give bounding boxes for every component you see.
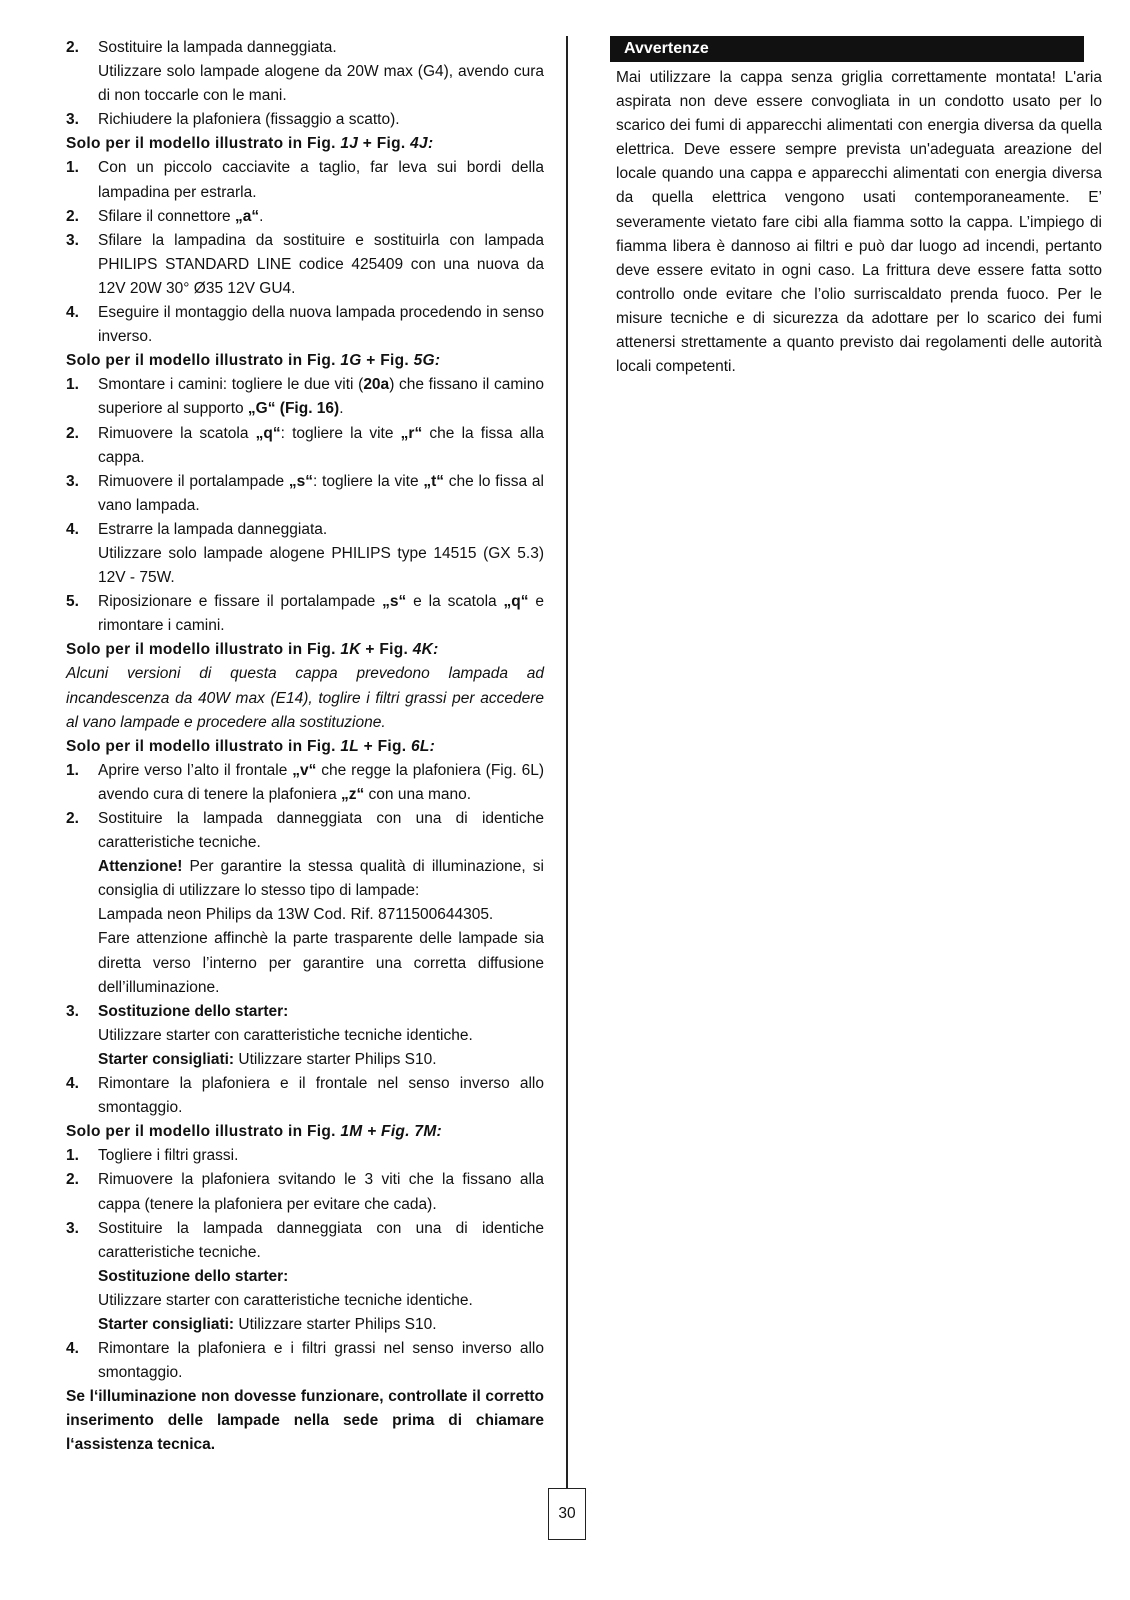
bold-text: „s“ (288, 472, 313, 490)
text: . (259, 207, 264, 225)
item-text (98, 470, 544, 518)
list-item (66, 373, 544, 421)
bold-text: „q“ (255, 424, 281, 442)
list-item (66, 156, 544, 204)
heading-text: Solo per il modello illustrato in Fig. (66, 1123, 341, 1141)
heading-fig: 1J (340, 135, 359, 153)
item-continuation: Lampada neon Philips da 13W Cod. Rif. 8711500644305. (98, 906, 494, 924)
section-heading-1m (66, 1120, 544, 1144)
item-continuation (66, 1048, 544, 1072)
item-number: 1. (66, 376, 79, 394)
item-number: 4. (66, 304, 79, 322)
section-heading-1g (66, 349, 544, 373)
item-text: Eseguire il montaggio della nuova lampada procedendo in senso inverso. (98, 304, 544, 346)
column-divider (566, 36, 568, 1512)
item-number: 4. (66, 1075, 79, 1093)
heading-text: Solo per il modello illustrato in Fig. (66, 641, 341, 659)
text: ) che fissano il camino superiore al supporto (98, 376, 544, 418)
item-text: Rimontare la plafoniera e il frontale nel senso inverso allo smontaggio. (98, 1075, 544, 1117)
list-item (66, 807, 544, 855)
list-item (66, 1072, 544, 1120)
item-continuation: Utilizzare starter con caratteristiche tecniche identiche. (98, 1291, 473, 1309)
left-column (66, 36, 544, 1458)
section-heading-1k (66, 638, 544, 662)
list-item (66, 470, 544, 518)
heading-fig: 1K (340, 641, 361, 659)
item-text: Sostituzione dello starter: (98, 1002, 289, 1020)
item-text: Richiudere la plafoniera (fissaggio a scatto). (98, 111, 400, 129)
heading-text: Solo per il modello illustrato in Fig. (66, 135, 341, 153)
item-text (98, 373, 544, 421)
text: Utilizzare starter Philips S10. (234, 1315, 437, 1333)
item-text (98, 590, 544, 638)
bold-text: „z“ (341, 785, 365, 803)
item-continuation: Utilizzare solo lampade alogene PHILIPS type 14515 (GX 5.3) 12V - 75W. (98, 544, 544, 587)
bold-text: Attenzione! (98, 858, 183, 876)
page-number: 30 (548, 1488, 586, 1540)
item-text: Estrarre la lampada danneggiata. (98, 520, 328, 538)
bold-text: „t“ (423, 472, 444, 490)
heading-text: + Fig. (360, 641, 413, 659)
list-item (66, 301, 544, 349)
item-number: 1. (66, 159, 79, 177)
text: Rimuovere la scatola (98, 424, 256, 442)
text: che la fissa alla cappa. (98, 424, 544, 466)
text: che regge la plafoniera (Fig. 6L) avendo cura di tenere la plafoniera (98, 761, 544, 803)
item-number: 5. (66, 593, 79, 611)
heading-fig: 1G (340, 352, 362, 370)
item-text (98, 205, 544, 229)
list-item (66, 590, 544, 638)
heading-fig: 1M + Fig. 7M: (340, 1123, 443, 1141)
heading-text: + Fig. (359, 737, 411, 755)
heading-fig: 4K: (412, 641, 439, 659)
item-number: 4. (66, 1340, 79, 1358)
text: e rimontare i camini. (98, 593, 544, 635)
item-number: 3. (66, 1002, 79, 1020)
item-text: Togliere i filtri grassi. (98, 1147, 239, 1165)
item-continuation: Fare attenzione affinchè la parte trasparente delle lampade sia diretta verso l’interno per garantire una corretta diffusione dell’illuminazione. (98, 930, 544, 996)
list-item (66, 422, 544, 470)
list-item (66, 518, 544, 542)
item-number: 3. (66, 472, 79, 490)
item-number: 3. (66, 1219, 79, 1237)
item-text (98, 422, 544, 470)
heading-fig: 6L: (410, 737, 436, 755)
item-text: Sfilare la lampadina da sostituire e sostituirla con lampada PHILIPS STANDARD LINE codice 425409 con una nuova da 12V 20W 30° Ø35 12V GU4. (98, 231, 544, 297)
list-item (66, 1144, 544, 1168)
bold-text: „r“ (400, 424, 423, 442)
item-number: 2. (66, 810, 79, 827)
list-item (66, 1337, 544, 1385)
item-continuation: Utilizzare solo lampade alogene da 20W max (G4), avendo cura di non toccarle con le mani. (98, 63, 544, 105)
item-number: 4. (66, 520, 79, 538)
text: : togliere la vite (280, 424, 401, 442)
section-heading-1l (66, 735, 544, 759)
item-number: 1. (66, 761, 79, 779)
bold-text: Starter consigliati: (98, 1050, 235, 1068)
item-number: 1. (66, 1147, 79, 1165)
list-item (66, 229, 544, 301)
item-text: Sostituire la lampada danneggiata con una di identiche caratteristiche tecniche. (98, 1219, 544, 1261)
text: Per garantire la stessa qualità di illuminazione, si consiglia di utilizzare lo stesso tipo di lampade: (98, 858, 544, 900)
list-item (66, 36, 544, 60)
heading-fig: 1L (340, 737, 360, 755)
list-item (66, 1168, 544, 1216)
bold-text: 20a (363, 376, 390, 394)
item-number: 3. (66, 231, 79, 249)
text: con una mano. (364, 785, 472, 803)
warnings-body: Mai utilizzare la cappa senza griglia correttamente montata! L'aria aspirata non deve essere convogliata in un condotto usato per lo scarico dei fumi di apparecchi alimentati con energia diversa da quella elettrica. Deve essere sempre prevista un'adeguata areazione del locale quando una cappa e apparecchi alimentati con energia diversa da quella elettrica vengono usati contemporaneamente. E’ severamente vietato fare cibi alla fiamma sotto la cappa. L’impiego di fiamma libera è dannoso ai filtri e può dar luogo ad incendi, pertanto deve essere evitato in ogni caso. La frittura deve essere fatta sotto controllo onde evitare che l’olio surriscaldato prenda fuoco. Per le misure tecniche e di sicurezza da adottare per lo scarico dei fumi attenersi strettamente a quanto previsto dai regolamenti delle autorità locali competenti. (616, 69, 1102, 376)
text: e la scatola (406, 593, 504, 611)
item-text: Rimontare la plafoniera e i filtri grassi nel senso inverso allo smontaggio. (98, 1340, 544, 1382)
item-text (98, 759, 544, 807)
text: Smontare i camini: togliere le due viti ( (98, 376, 364, 394)
text: Utilizzare starter Philips S10. (234, 1050, 437, 1068)
bold-text: Starter consigliati: (98, 1315, 235, 1333)
text: Sfilare il connettore (98, 207, 235, 225)
item-number: 2. (66, 424, 79, 442)
item-text: Rimuovere la plafoniera svitando le 3 viti che la fissano alla cappa (tenere la plafoniera per evitare che cada). (98, 1171, 544, 1213)
item-text: Con un piccolo cacciavite a taglio, far leva sui bordi della lampadina per estrarla. (98, 159, 544, 201)
attention-note (66, 855, 544, 903)
item-continuation: Utilizzare starter con caratteristiche tecniche identiche. (98, 1026, 473, 1044)
list-item (66, 205, 544, 229)
text: . (339, 400, 344, 418)
item-continuation (66, 1313, 544, 1337)
heading-fig: 4J: (410, 135, 434, 153)
item-number: 2. (66, 39, 79, 56)
list-item (66, 1000, 544, 1024)
item-number: 2. (66, 207, 79, 225)
list-item (66, 108, 544, 132)
text: Rimuovere il portalampade (98, 472, 289, 490)
heading-fig: 5G: (413, 352, 441, 370)
bold-text: „G“ (Fig. 16) (247, 400, 340, 418)
bold-text: „v“ (292, 761, 317, 779)
bold-text: „s“ (382, 593, 407, 611)
bold-text: „q“ (503, 593, 529, 611)
heading-text: Solo per il modello illustrato in Fig. (66, 737, 341, 755)
item-text: Sostituire la lampada danneggiata con una di identiche caratteristiche tecniche. (98, 810, 544, 852)
item-number: 2. (66, 1171, 79, 1189)
heading-text: + Fig. (361, 352, 414, 370)
section-heading-1j (66, 132, 544, 156)
italic-note: Alcuni versioni di questa cappa prevedono lampada ad incandescenza da 40W max (E14), toglire i filtri grassi per accedere al vano lampade e procedere alla sostituzione. (66, 665, 544, 731)
text: Riposizionare e fissare il portalampade (98, 593, 383, 611)
bold-text: „a“ (235, 207, 260, 225)
heading-text: Solo per il modello illustrato in Fig. (66, 352, 341, 370)
final-warning: Se l‘illuminazione non dovesse funzionare, controllate il corretto inserimento delle lampade nella sede prima di chiamare l‘assistenza tecnica. (66, 1388, 544, 1454)
list-item (66, 1217, 544, 1265)
item-text: Sostituire la lampada danneggiata. (98, 39, 337, 56)
item-continuation: Sostituzione dello starter: (98, 1267, 289, 1285)
text: Aprire verso l’alto il frontale (98, 761, 293, 779)
text: : togliere la vite (313, 472, 424, 490)
item-number: 3. (66, 111, 79, 129)
warnings-title: Avvertenze (610, 36, 1084, 62)
heading-text: + Fig. (358, 135, 411, 153)
text: che lo fissa al vano lampada. (98, 472, 544, 514)
right-column (616, 36, 1102, 379)
list-item (66, 759, 544, 807)
